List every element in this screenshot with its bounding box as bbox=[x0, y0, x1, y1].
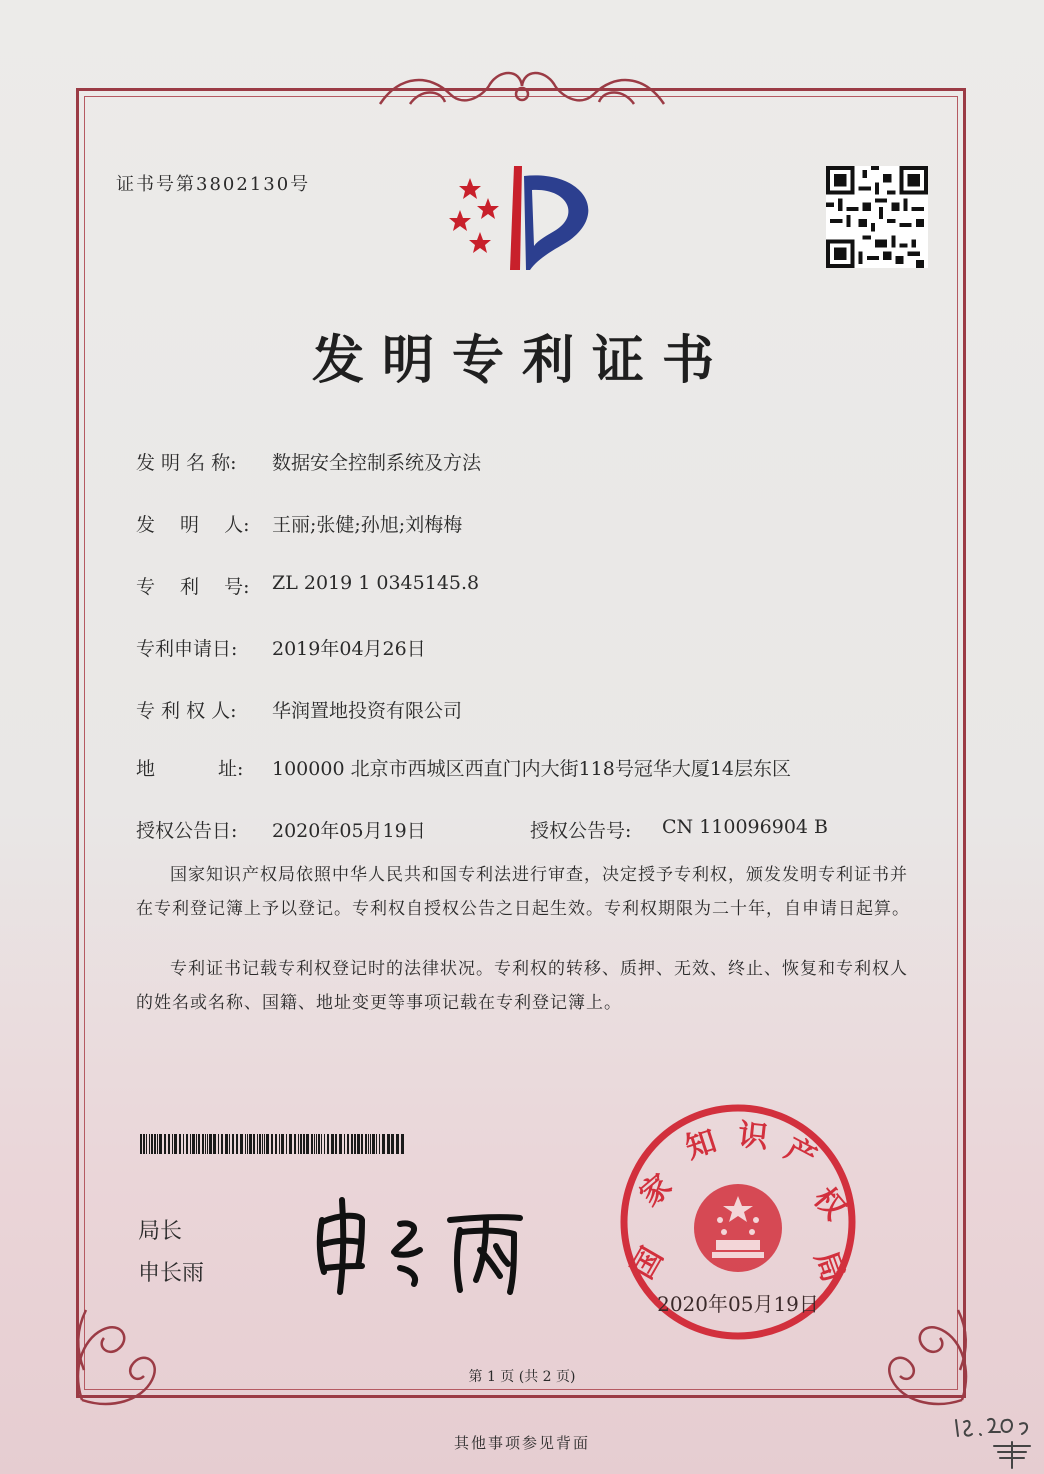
field-value: 王丽;张健;孙旭;刘梅梅 bbox=[272, 514, 463, 536]
footer-note: 其他事项参见背面 bbox=[453, 1434, 590, 1452]
field-label: 专 利 号: bbox=[136, 576, 250, 598]
field-label: 发 明 名 称: bbox=[136, 452, 237, 474]
svg-text:国: 国 bbox=[625, 1241, 671, 1285]
svg-text:局: 局 bbox=[807, 1246, 851, 1287]
field-value: 华润置地投资有限公司 bbox=[272, 700, 463, 722]
field-grant-date bbox=[136, 816, 426, 843]
seal-date: 2020年05月19日 bbox=[657, 1292, 819, 1316]
director-signature bbox=[300, 1180, 540, 1300]
field-value: 100000 北京市西城区西直门内大街118号冠华大厦14层东区 bbox=[272, 758, 792, 780]
svg-text:产: 产 bbox=[779, 1131, 822, 1177]
director-name: 申长雨 bbox=[138, 1261, 205, 1286]
field-value: 2020年05月19日 bbox=[272, 820, 426, 842]
field-label: 授权公告日: bbox=[136, 820, 238, 842]
field-label: 专利申请日: bbox=[136, 638, 238, 660]
director-title: 局长 bbox=[138, 1219, 183, 1244]
field-label: 专 利 权 人: bbox=[136, 700, 237, 722]
field-label: 授权公告号: bbox=[530, 820, 632, 842]
page-indicator: 第 1 页 (共 2 页) bbox=[468, 1369, 576, 1385]
field-value: 2019年04月26日 bbox=[272, 638, 426, 660]
paragraph-grant-statement: 国家知识产权局依照中华人民共和国专利法进行审查，决定授予专利权，颁发发明专利证书并在专利登记簿上予以登记。专利权自授权公告之日起生效。专利权期限为二十年，自申请日起算。 bbox=[136, 865, 910, 919]
svg-text:识: 识 bbox=[736, 1117, 770, 1156]
field-value: CN 110096904 B bbox=[662, 816, 828, 838]
field-label: 发 明 人: bbox=[136, 514, 250, 536]
field-value: ZL 2019 1 0345145.8 bbox=[272, 572, 480, 594]
cnipa-logo-icon bbox=[440, 160, 610, 280]
field-inventors bbox=[136, 510, 462, 537]
paragraph-legal-status: 专利证书记载专利权登记时的法律状况。专利权的转移、质押、无效、终止、恢复和专利权人的姓名或名称、国籍、地址变更等事项记载在专利登记簿上。 bbox=[136, 959, 908, 1013]
national-emblem-icon bbox=[694, 1184, 782, 1272]
qr-code-icon[interactable] bbox=[826, 166, 928, 268]
corner-ornament-left-icon bbox=[62, 1290, 182, 1410]
corner-ornament-right-icon bbox=[862, 1290, 982, 1410]
barcode-icon bbox=[140, 1134, 406, 1154]
field-invention-name bbox=[136, 448, 481, 475]
field-patentee bbox=[136, 696, 462, 723]
certificate-number: 证书号第3802130号 bbox=[116, 174, 311, 195]
field-value: 数据安全控制系统及方法 bbox=[272, 452, 482, 474]
svg-text:知: 知 bbox=[681, 1123, 721, 1167]
handwritten-note bbox=[950, 1400, 1044, 1470]
field-patent-number bbox=[136, 572, 479, 599]
svg-text:家: 家 bbox=[633, 1167, 679, 1214]
field-label: 地 址: bbox=[136, 758, 244, 780]
top-ornament-icon bbox=[370, 64, 674, 112]
field-publication-number bbox=[530, 816, 828, 843]
field-address bbox=[136, 754, 832, 784]
certificate-title: 发明专利证书 bbox=[311, 331, 732, 391]
field-application-date bbox=[136, 634, 426, 661]
svg-text:权: 权 bbox=[806, 1181, 853, 1227]
